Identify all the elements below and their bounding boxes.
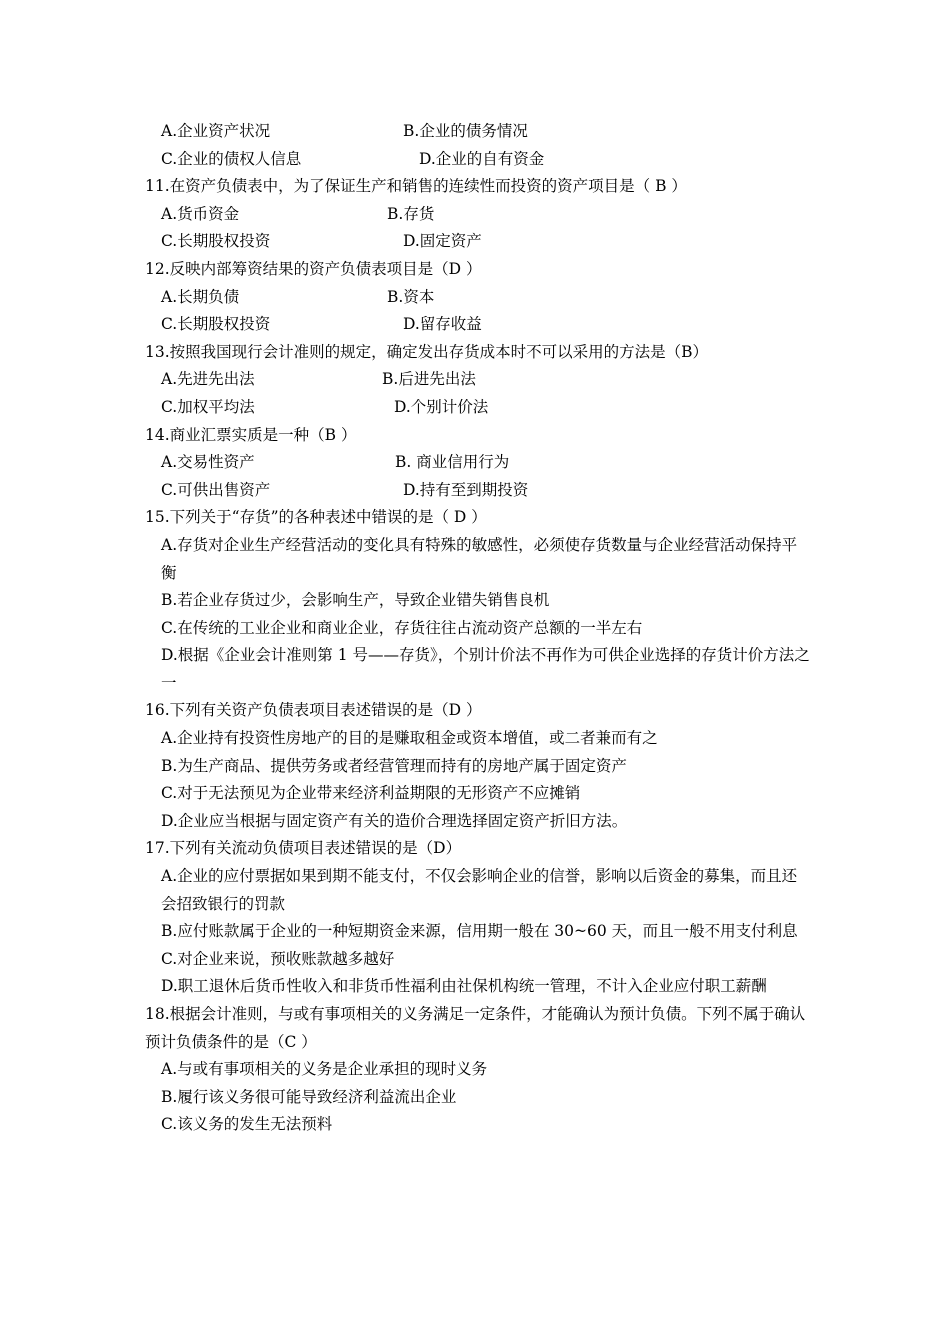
option-d: D.企业应当根据与固定资产有关的造价合理选择固定资产折旧方法。 xyxy=(161,811,628,830)
question-14: 14.商业汇票实质是一种（B ） xyxy=(145,425,357,444)
option-row xyxy=(0,146,950,174)
option-a: A.存货对企业生产经营活动的变化具有特殊的敏感性，必须使存货数量与企业经营活动保持平衡 xyxy=(161,535,798,582)
option-a: A.长期负债 xyxy=(161,287,240,306)
option-d: D.企业的自有资金 xyxy=(419,149,545,168)
option-b: B.后进先出法 xyxy=(382,370,476,389)
option-row xyxy=(0,201,950,229)
option-row xyxy=(0,118,950,146)
option-a: A.与或有事项相关的义务是企业承担的现时义务 xyxy=(161,1060,488,1079)
option-c: C.在传统的工业企业和商业企业，存货往往占流动资产总额的一半左右 xyxy=(161,618,643,637)
option-a: A.企业资产状况 xyxy=(161,122,271,140)
document-page xyxy=(0,118,950,1139)
option-b: B.履行该义务很可能导致经济利益流出企业 xyxy=(161,1087,457,1106)
option-d: D.根据《企业会计准则第 1 号——存货》，个别计价法不再作为可供企业选择的存货计价方法之一 xyxy=(161,646,810,692)
option-a: A.企业持有投资性房地产的目的是赚取租金或资本增值，或二者兼而有之 xyxy=(161,729,658,748)
option-c: C.可供出售资产 xyxy=(161,480,271,499)
question-15: 15.下列关于“存货”的各种表述中错误的是（ D ） xyxy=(145,508,487,527)
option-c: C.企业的债权人信息 xyxy=(161,149,302,168)
option-d: D.固定资产 xyxy=(403,232,482,251)
option-d: D.职工退休后货币性收入和非货币性福利由社保机构统一管理，不计入企业应付职工薪酬 xyxy=(161,977,767,996)
option-c: C.长期股权投资 xyxy=(161,232,271,251)
question-16: 16.下列有关资产负债表项目表述错误的是（D ） xyxy=(145,701,482,720)
option-row xyxy=(0,311,950,339)
question-18: 18.根据会计准则，与或有事项相关的义务满足一定条件，才能确认为预计负债。下列不属于确认预计负债条件的是（C ） xyxy=(145,1005,806,1051)
option-c: C.长期股权投资 xyxy=(161,315,271,334)
option-row xyxy=(0,366,950,394)
option-a: A.先进先出法 xyxy=(161,370,255,389)
option-row xyxy=(0,228,950,256)
option-c: C.对企业来说，预收账款越多越好 xyxy=(161,949,395,968)
question-17: 17.下列有关流动负债项目表述错误的是（D） xyxy=(145,839,462,858)
option-d: D.个别计价法 xyxy=(394,397,489,416)
option-b: B.存货 xyxy=(387,204,435,223)
option-b: B. 商业信用行为 xyxy=(395,453,510,472)
option-c: C.该义务的发生无法预料 xyxy=(161,1115,333,1134)
option-d: D.持有至到期投资 xyxy=(403,480,529,499)
option-b: B.资本 xyxy=(387,287,435,306)
option-b: B.若企业存货过少，会影响生产，导致企业错失销售良机 xyxy=(161,591,550,610)
option-row xyxy=(0,284,950,312)
option-a: A.企业的应付票据如果到期不能支付，不仅会影响企业的信誉，影响以后资金的募集，而且还会招致银行的罚款 xyxy=(161,867,798,913)
option-a: A.货币资金 xyxy=(161,204,240,223)
option-c: C.加权平均法 xyxy=(161,397,255,416)
option-d: D.留存收益 xyxy=(403,315,482,334)
question-12: 12.反映内部筹资结果的资产负债表项目是（D ） xyxy=(145,259,482,278)
question-13: 13.按照我国现行会计准则的规定，确定发出存货成本时不可以采用的方法是（B） xyxy=(145,342,709,361)
option-row xyxy=(0,394,950,422)
option-b: B.应付账款属于企业的一种短期资金来源，信用期一般在 30~60 天，而且一般不用支付利息 xyxy=(161,922,798,941)
option-a: A.交易性资产 xyxy=(161,453,255,472)
option-b: B.企业的债务情况 xyxy=(403,122,528,140)
option-b: B.为生产商品、提供劳务或者经营管理而持有的房地产属于固定资产 xyxy=(161,756,627,775)
option-row xyxy=(0,477,950,505)
option-c: C.对于无法预见为企业带来经济利益期限的无形资产不应摊销 xyxy=(161,784,581,803)
option-row xyxy=(0,449,950,477)
question-11: 11.在资产负债表中，为了保证生产和销售的连续性而投资的资产项目是（ B ） xyxy=(145,177,687,196)
